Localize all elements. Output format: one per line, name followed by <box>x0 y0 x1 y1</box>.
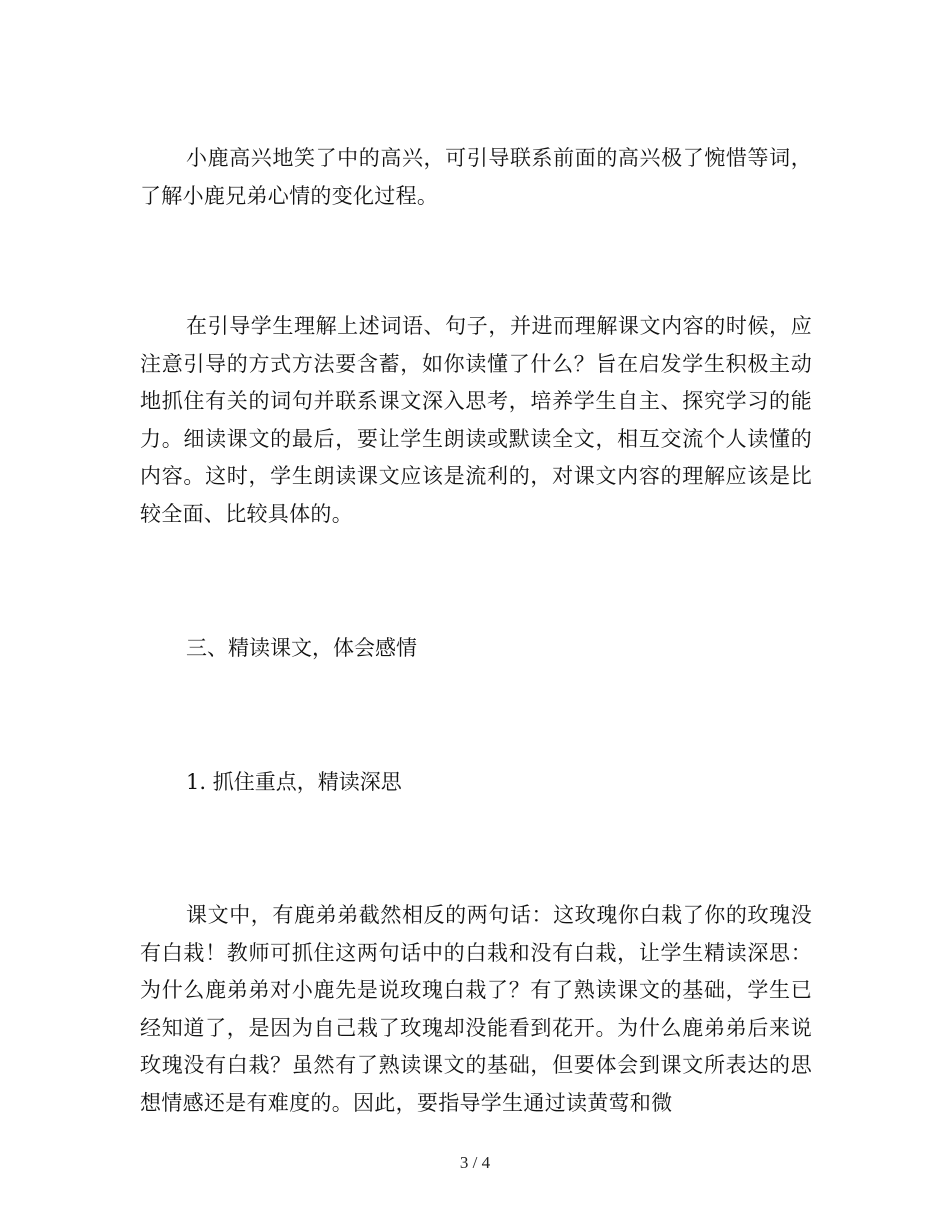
section-heading: 三、精读课文，体会感情 <box>186 636 417 660</box>
paragraph-deer-happiness: 小鹿高兴地笑了中的高兴，可引导联系前面的高兴极了惋惜等词，了解小鹿兄弟心情的变化过程。 <box>140 146 812 208</box>
subheading: 1. 抓住重点，精读深思 <box>186 770 402 794</box>
paragraph-rose-sentences: 课文中，有鹿弟弟截然相反的两句话：这玫瑰你白栽了你的玫瑰没有白栽！教师可抓住这两句话中的白栽和没有白栽，让学生精读深思：为什么鹿弟弟对小鹿先是说玫瑰白栽了？有了熟读课文的基础，学生已经知道了，是因为自己栽了玫瑰却没能看到花开。为什么鹿弟弟后来说玫瑰没有白栽？虽然有了熟读课文的基础，但要体会到课文所表达的思想情感还是有难度的。因此，要指导学生通过读黄莺和微 <box>140 903 812 1115</box>
page-number: 3 / 4 <box>459 1153 491 1172</box>
paragraph-guidance-method: 在引导学生理解上述词语、句子，并进而理解课文内容的时候，应注意引导的方式方法要含蓄，如你读懂了什么？旨在启发学生积极主动地抓住有关的词句并联系课文深入思考，培养学生自主、探究学习的能力。细读课文的最后，要让学生朗读或默读全文，相互交流个人读懂的内容。这时，学生朗读课文应该是流利的，对课文内容的理解应该是比较全面、比较具体的。 <box>140 314 812 526</box>
